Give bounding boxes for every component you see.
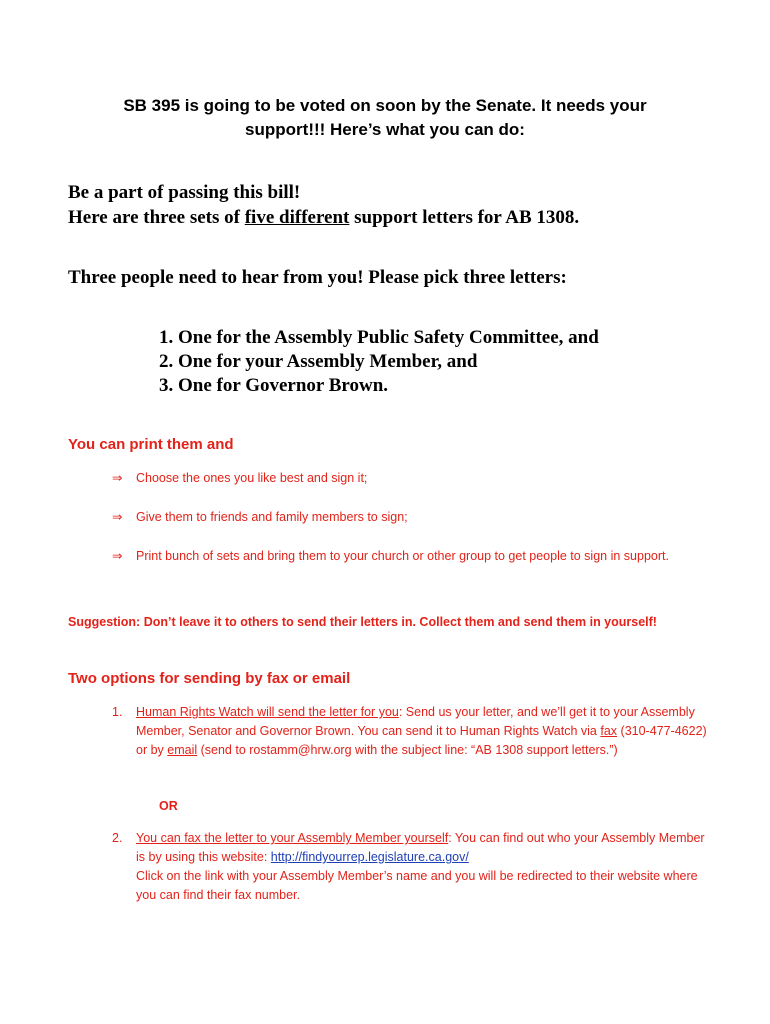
options-heading: Two options for sending by fax or email xyxy=(68,670,351,687)
option-text: Click on the link with your Assembly Member’s name and you will be redirected to their website where you can find their fax number. xyxy=(136,869,698,902)
intro-line-2-prefix: Here are three sets of xyxy=(68,207,245,228)
print-item-text: Choose the ones you like best and sign it; xyxy=(136,471,368,485)
title-line-2: support!!! Here’s what you can do: xyxy=(245,120,525,139)
option-text: : You can find out who your Assembly Member is by using this website: xyxy=(136,831,705,864)
option-number: 1. xyxy=(112,705,123,719)
intro-line-2 xyxy=(68,205,708,230)
option-2 xyxy=(112,829,712,905)
print-heading: You can print them and xyxy=(68,436,234,453)
option-text: (send to rostamm@hrw.org with the subject line: “AB 1308 support letters.”) xyxy=(197,743,618,757)
or-separator: OR xyxy=(159,799,178,813)
option-1 xyxy=(112,703,712,760)
recipient-list xyxy=(159,326,599,398)
option-lead: You can fax the letter to your Assembly Member yourself xyxy=(136,831,449,845)
recipient-item: 2. One for your Assembly Member, and xyxy=(159,351,478,372)
page-title xyxy=(68,94,702,142)
print-list-item xyxy=(112,469,702,488)
option-text: (310-477-4622) or by xyxy=(136,724,707,757)
intro-emphasis: five different xyxy=(244,207,350,228)
option-lead: Human Rights Watch will send the letter for you xyxy=(136,705,399,719)
email-link[interactable]: email xyxy=(167,743,198,757)
print-item-text: Give them to friends and family members to sign; xyxy=(136,510,408,524)
fax-link[interactable]: fax xyxy=(600,724,618,738)
recipient-item: 3. One for Governor Brown. xyxy=(159,375,389,396)
intro-line-1: Be a part of passing this bill! xyxy=(68,182,301,203)
findyourrep-link[interactable]: http://findyourrep.legislature.ca.gov/ xyxy=(270,850,469,864)
option-number: 2. xyxy=(112,831,123,845)
suggestion-note: Suggestion: Don’t leave it to others to send their letters in. Collect them and send them in yourself! xyxy=(68,615,657,629)
arrow-icon: ⇒ xyxy=(112,471,123,485)
print-item-text: Print bunch of sets and bring them to your church or other group to get people to sign in support. xyxy=(136,549,669,563)
option-text: : Send us your letter, and we’ll get it to your Assembly Member, Senator and Governor Brown. You can send it to Human Rights Watch via xyxy=(136,705,695,738)
recipient-item: 1. One for the Assembly Public Safety Committee, and xyxy=(159,327,599,348)
print-list-item xyxy=(112,508,702,527)
arrow-icon: ⇒ xyxy=(112,549,123,563)
print-list-item xyxy=(112,547,702,566)
pick-instruction: Three people need to hear from you! Please pick three letters: xyxy=(68,267,567,288)
title-line-1: SB 395 is going to be voted on soon by the Senate. It needs your xyxy=(123,96,647,115)
intro-paragraph xyxy=(68,180,708,230)
option-body xyxy=(136,829,712,905)
intro-line-2-suffix: support letters for AB 1308. xyxy=(349,207,580,228)
arrow-icon: ⇒ xyxy=(112,510,123,524)
option-body xyxy=(136,703,712,760)
